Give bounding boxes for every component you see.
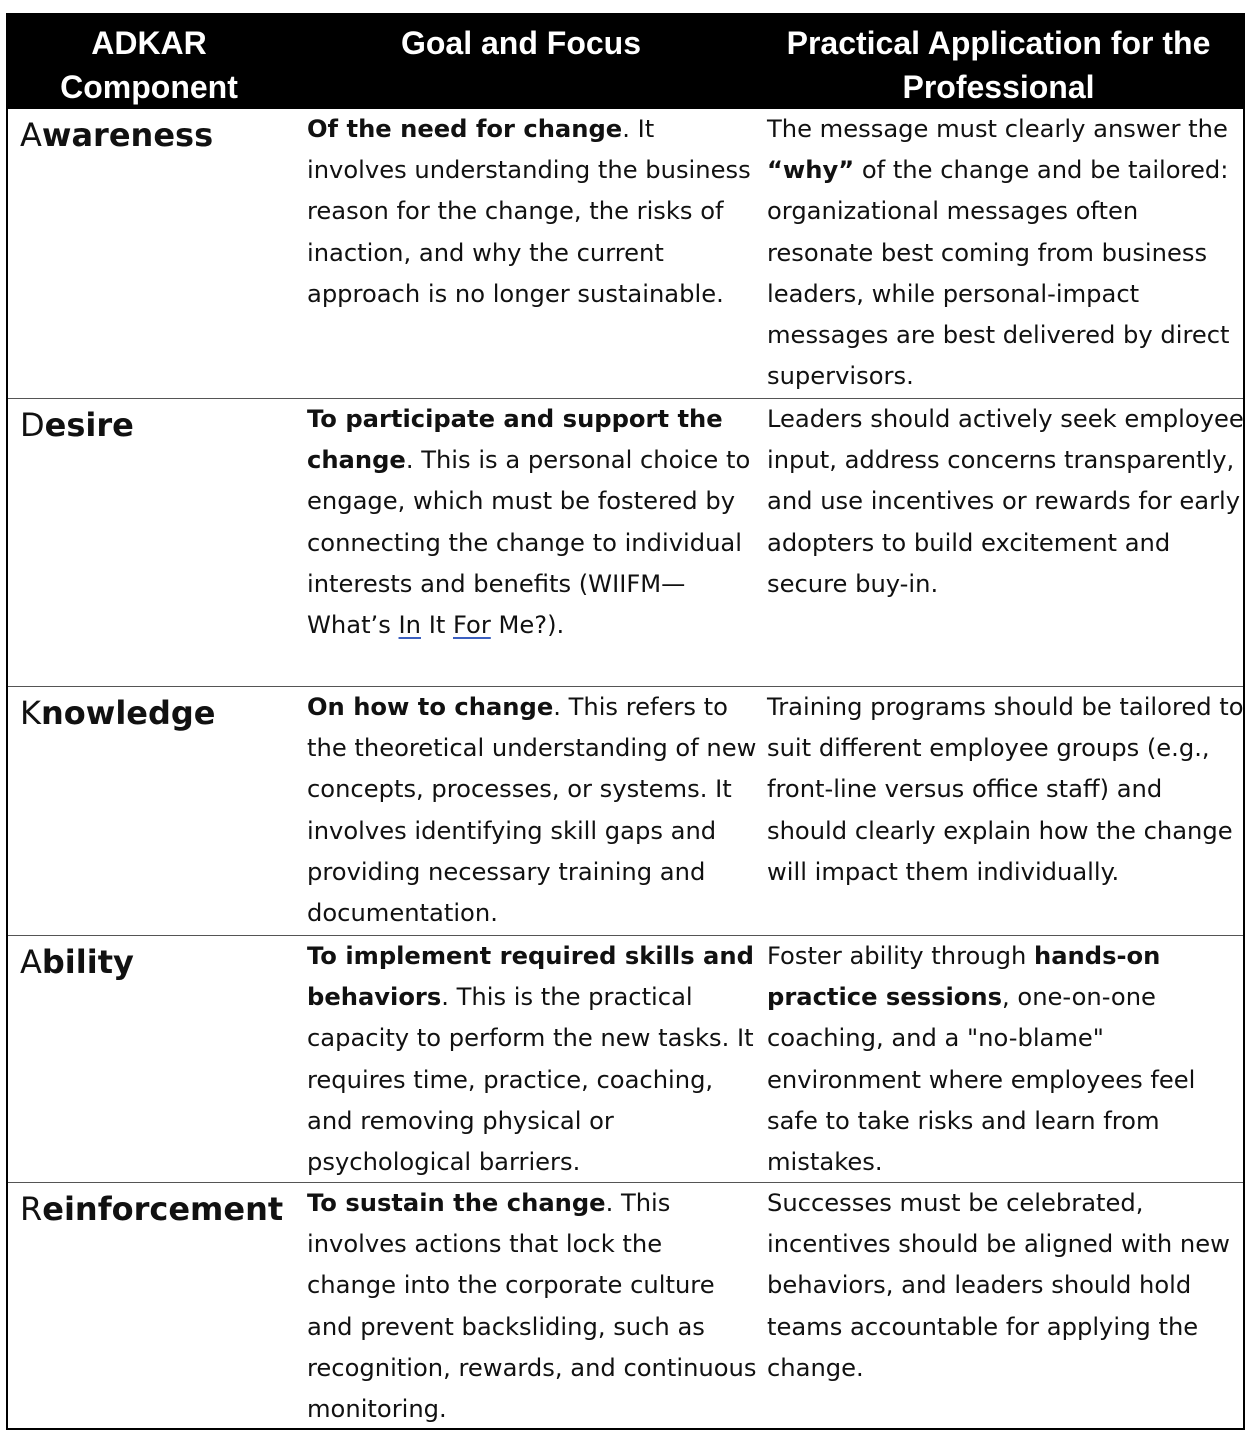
goal-bold: On how to change — [307, 693, 554, 721]
goal-bold: To implement required skills and behaviors — [307, 942, 754, 1012]
practical-text-pre: Foster ability through — [767, 942, 1034, 970]
component-initial: D — [20, 406, 45, 444]
goal-text-mid: It — [421, 611, 453, 640]
header-adkar-component: ADKAR Component — [60, 25, 238, 105]
component-name — [20, 109, 290, 155]
practical-cell — [767, 1183, 1245, 1389]
goal-underlined-for: For — [453, 611, 491, 640]
practical-text: Leaders should actively seek employee input, address concerns transparently, and use incentives or rewards for early adopters to build excitement and secure buy-in. — [767, 405, 1244, 598]
practical-cell — [767, 109, 1245, 397]
header-practical-application: Practical Application for the Professional — [786, 25, 1211, 105]
goal-underlined-in: In — [398, 611, 421, 640]
goal-bold: To sustain the change — [307, 1189, 606, 1217]
component-initial: A — [20, 943, 42, 981]
goal-cell — [307, 399, 757, 646]
component-name — [20, 936, 290, 982]
goal-text: . This is the practical capacity to perform the new tasks. It requires time, practice, coaching, and removing physical or psychological barriers. — [307, 983, 754, 1177]
practical-bold: “why” — [767, 156, 855, 185]
goal-cell — [307, 109, 757, 315]
component-initial: K — [20, 694, 41, 732]
header-goal-and-focus: Goal and Focus — [400, 25, 642, 61]
goal-text-end: Me?). — [490, 611, 565, 640]
practical-bold: hands-on practice sessions — [767, 942, 1161, 1012]
component-rest: esire — [44, 406, 134, 444]
component-name — [20, 399, 290, 445]
goal-cell — [307, 687, 757, 934]
component-rest: bility — [41, 943, 134, 981]
table-row-reinforcement — [8, 1182, 1243, 1431]
practical-cell — [767, 399, 1245, 605]
component-rest: nowledge — [40, 694, 216, 732]
practical-text-pre: The message must clearly answer the — [767, 115, 1228, 143]
table-row-ability — [8, 935, 1243, 1182]
table-header — [8, 15, 1243, 109]
table-row-awareness — [8, 109, 1243, 397]
component-rest: einforcement — [42, 1190, 284, 1228]
goal-text: . This is a personal choice to engage, which must be fostered by connecting the change to individual interests and benefits (WIIFM—What’s — [307, 446, 751, 640]
table-row-knowledge — [8, 686, 1243, 935]
goal-cell — [307, 1183, 757, 1430]
goal-text: . This involves actions that lock the change into the corporate culture and prevent backsliding, such as recognition, rewards, and continuous monitoring. — [307, 1189, 757, 1424]
practical-text-post: of the change and be tailored: organizational messages often resonate best coming from business leaders, while personal-impact messages are best delivered by direct supervisors. — [767, 156, 1230, 391]
practical-cell — [767, 936, 1245, 1183]
practical-text: Training programs should be tailored to suit different employee groups (e.g., front-line versus office staff) and should clearly explain how the change will impact them individually. — [767, 693, 1244, 886]
component-initial: A — [20, 116, 42, 154]
goal-cell — [307, 936, 757, 1183]
component-name — [20, 1183, 290, 1229]
goal-bold: Of the need for change — [307, 115, 623, 143]
practical-cell — [767, 687, 1245, 893]
practical-text: Successes must be celebrated, incentives should be aligned with new behaviors, and leaders should hold teams accountable for applying the change. — [767, 1189, 1230, 1382]
adkar-table — [6, 13, 1245, 1430]
table-row-desire — [8, 398, 1243, 686]
component-initial: R — [20, 1190, 43, 1228]
goal-bold: To participate and support the change — [307, 405, 723, 475]
component-rest: wareness — [41, 116, 214, 154]
goal-text: . It involves understanding the business reason for the change, the risks of inaction, and why the current approach is no longer sustainable. — [307, 115, 751, 308]
component-name — [20, 687, 290, 733]
goal-text: . This refers to the theoretical understanding of new concepts, processes, or systems. It involves identifying skill gaps and providing necessary training and documentation. — [307, 693, 757, 928]
practical-text-post: , one-on-one coaching, and a "no-blame" environment where employees feel safe to take risks and learn from mistakes. — [767, 983, 1196, 1177]
